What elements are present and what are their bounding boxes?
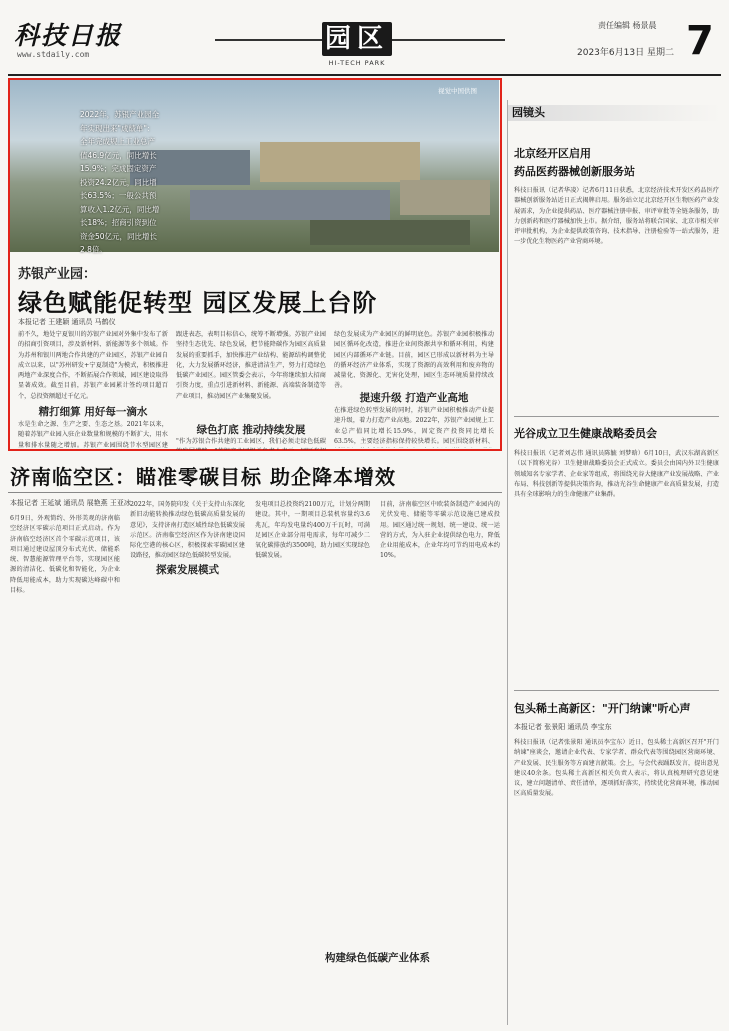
right-rule-2 <box>514 690 719 691</box>
column-divider <box>507 100 508 1025</box>
editors: 责任编辑 杨景晨 <box>598 21 657 30</box>
right-article-3-title: 包头稀土高新区："开门纳谏"听心声 <box>514 702 691 715</box>
lower-column-1: 6月9日，外观简约、外形美观的济南临空经济区零碳示范项目正式启动。作为济南临空经济区首个零碳示范项目，该项目通过建设屋顶分布式光伏、储能系统、智慧能源管理平台等，实现园区能源的清洁化、低碳化和智能化，为企业降低用能成本，助力实现碳达峰碳中和目标。 <box>10 515 120 595</box>
article-byline: 本报记者 王建颖 通讯员 马鹤仪 <box>18 318 116 326</box>
right-section-header: 园镜头 <box>508 105 721 121</box>
right-article-2-body: 科技日报讯（记者刘志伟 通讯员陈毓 刘梦晗）6月10日，武汉东湖高新区（以下简称光谷）卫生健康战略委员会正式成立。委员会由国内外卫生健康领域知名专家学者、企业家等组成，将围绕光谷大健康产业发展战略、产业布局、科技创新等提供决策咨询，推动光谷生命健康产业高质量发展，打造具有全球影响力的生命健康产业集群。 <box>514 450 719 499</box>
right-rule-1 <box>514 416 719 417</box>
article-column-3: 绿色发展成为产业园区的鲜明底色。苏银产业园积极推动园区循环化改造，推进企业间资源共享和循环利用，构建园区内部循环产业链。目前，园区已形成以新材料为主导的循环经济产业体系，实现了资源的高效利用和废弃物的减量化、资源化、无害化处理，园区生态环境质量持续改善。 <box>334 331 494 390</box>
right-article-3-body: 科技日报讯（记者张景阳 通讯员李宝东）近日，包头稀土高新区召开"开门纳谏"座谈会，邀请企业代表、专家学者、群众代表等围绕园区营商环境、产业发展、民生服务等方面建言献策。会上，与会代表踊跃发言，提出意见建议40余条。包头稀土高新区相关负责人表示，将认真梳理研究意见建议，建立问题清单、责任清单，逐项抓好落实，持续优化营商环境，推动园区高质量发展。 <box>514 739 719 798</box>
masthead <box>0 0 729 74</box>
lower-headline: 济南临空区：瞄准零碳目标 助企降本增效 <box>10 465 396 489</box>
subhead-upgrade: 提速升级 打造产业高地 <box>359 392 469 404</box>
article-column-1b: 水是生命之源、生产之要、生态之基。2021年以来，随着苏银产业园入驻企业数量和规模的不断扩大，用水量和排水量随之增加。苏银产业园围绕节水型园区建 <box>18 421 168 449</box>
top-rule <box>8 74 721 76</box>
lower-subhead-industry: 构建绿色低碳产业体系 <box>325 952 430 964</box>
right-article-1-title: 北京经开区启用 药品医药器械创新服务站 <box>514 147 635 178</box>
article-column-3b: 在推进绿色转型发展的同时，苏银产业园积极推动产业提速升级，着力打造产业高地。2022年，苏银产业园规上工业总产值同比增长15.9%，固定资产投资同比增长63.5%，主要经济指标保持较快增长。园区围绕新材料、 <box>334 407 494 445</box>
feature-article[interactable] <box>8 78 502 451</box>
lower-byline: 本报记者 王延斌 通讯员 展艳燕 王亚冰 <box>10 499 131 507</box>
subhead-water: 精打细算 用好每一滴水 <box>38 406 148 418</box>
article-headline: 绿色赋能促转型 园区发展上台阶 <box>18 289 378 317</box>
aerial-photo <box>10 80 499 252</box>
page-number: 7 <box>686 18 714 64</box>
lower-column-4: 目前，济南临空区中欧装备制造产业园内的光伏发电、储能等零碳示范设施已建成投用。园区通过统一规划、统一建设、统一运营的方式，为入驻企业提供绿色电力，降低企业用能成本，企业年均可节约用电成本约10%。 <box>380 501 500 560</box>
article-column-1: 前不久，地处宁夏银川的苏银产业园对外集中发布了新的招商引资项目，涉及新材料、新能源等多个领域。作为苏州和银川两地合作共建的产业园区，苏银产业园自成立以来，以"苏州研发+宁夏制造"为模式，积极推进两地产业深度合作，不断拓展合作领域，园区建设取得显著成效。截至目前，苏银产业园累计签约项目超百个，总投资额超过千亿元。 <box>18 331 168 400</box>
article-kicker: 苏银产业园： <box>18 267 97 282</box>
newspaper-logo: 科技日报 <box>14 21 123 50</box>
subhead-green: 绿色打底 推动持续发展 <box>196 424 306 436</box>
section-subtitle: HI-TECH PARK <box>328 59 386 67</box>
photo-caption: 2022年，苏银产业园全年实现出来"成绩单"：全年完成规上工业总产值46.9亿元，同比增长15.9%；完成固定资产投资24.2亿元，同比增长63.5%；一般公共预算收入1.2亿元，同比增长18%；招商引资到位资金50亿元，同比增长2.8倍。 <box>80 110 160 254</box>
article-column-2b: "作为苏银合作共建的工业园区，我们必须走绿色低碳 <box>176 438 326 445</box>
logo-url[interactable]: www.stdaily.com <box>17 50 90 59</box>
right-article-3-byline: 本报记者 张景阳 通讯员 李宝东 <box>514 723 612 731</box>
lower-column-2: 2022年，国务院印发《关于支持山东深化新旧动能转换推动绿色低碳高质量发展的意见》，支持济南打造区域性绿色低碳发展示范区。济南临空经济区作为济南建设国际化空港的核心区，积极探索零碳园区建设路径，推动园区绿色低碳转型发展。 <box>130 501 245 560</box>
lower-rule <box>8 492 502 493</box>
article-column-2: 跟进表态，表明目标信心，统筹不断增强。苏银产业园坚持生态优先、绿色发展，把节能降碳作为园区高质量发展的重要抓手，加快推进产业结构、能源结构调整优化，大力发展循环经济，推进清洁生产，努力打造绿色低碳产业园区。园区管委会表示，今年将继续加大招商引资力度，重点引进新材料、新能源、高端装备制造等产业项目，推动园区产业集聚发展。 <box>176 331 326 400</box>
right-article-2-title: 光谷成立卫生健康战略委员会 <box>514 427 657 440</box>
photo-credit: 视觉中国供图 <box>438 87 477 95</box>
right-article-1-body: 科技日报讯（记者华凌）记者6月11日获悉，北京经济技术开发区药品医疗器械创新服务站近日正式揭牌启用。服务站立足北京经开区生物医药产业发展需求，为企业提供药品、医疗器械注册申报、审评审批等全链条服务，助力创新药和医疗器械加快上市。据介绍，服务站将联合国家、北京市相关审评审批机构，为企业提供政策咨询、技术指导、注册检验等一站式服务，进一步优化生物医药产业营商环境。 <box>514 187 719 246</box>
lower-column-3: 发电项目总投资约2100万元，计划分两期建设。其中，一期项目总装机容量约3.6兆瓦，年均发电量约400万千瓦时，可满足园区企业部分用电需求，每年可减少二氧化碳排放约3500吨，助力园区实现绿色低碳发展。 <box>255 501 370 560</box>
lower-subhead-model: 探索发展模式 <box>156 564 219 576</box>
section-title: 园区 <box>322 22 392 56</box>
issue-date: 2023年6月13日 星期二 <box>577 48 674 58</box>
